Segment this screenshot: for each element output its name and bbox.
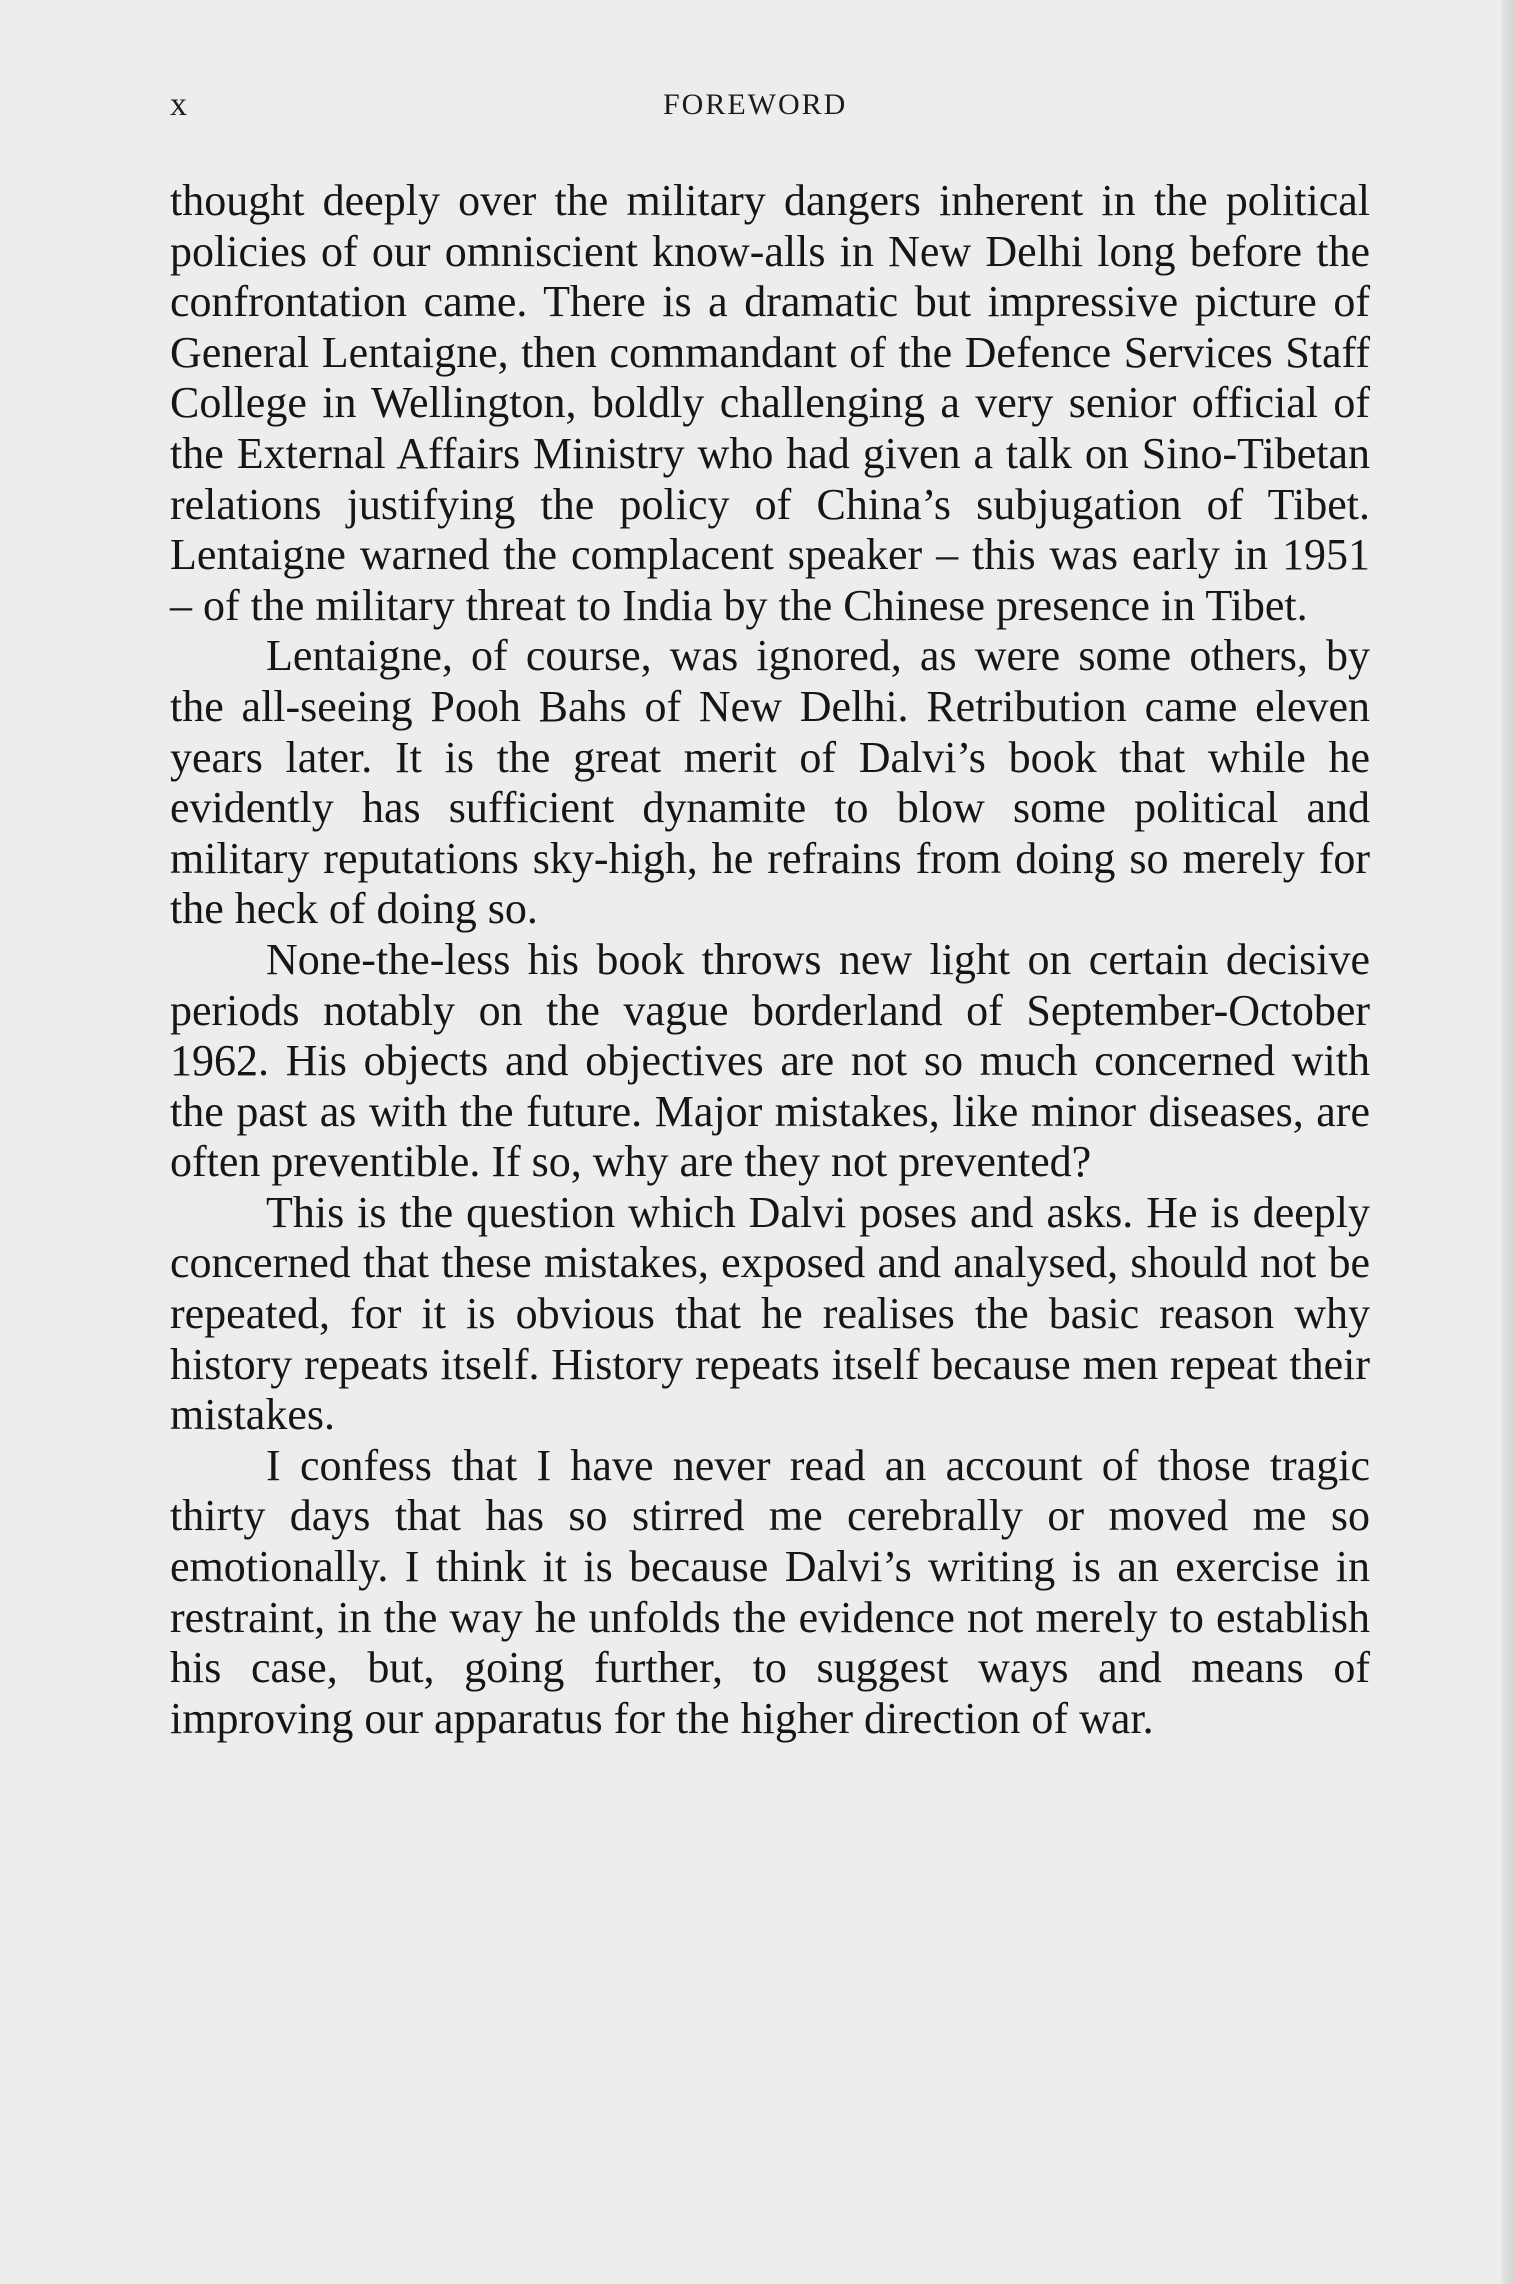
paragraph-lentaigne-ignored: Lentaigne, of course, was ignored, as were some others, by the all-seeing Pooh Bahs of New Delhi. Retribution came eleven years later. It is the great merit of Dalvi’s book that while he evidently has sufficient dynamite to blow some political and military reputations sky-high, he refrains from doing so merely for the heck of doing so. xyxy=(170,631,1370,934)
paragraph-continued: thought deeply over the military dangers inherent in the political policies of our omniscient know-alls in New Delhi long before the confrontation came. There is a dramatic but impressive picture of General Lentaigne, then commandant of the Defence Services Staff College in Wellington, boldly challenging a very senior official of the External Affairs Ministry who had given a talk on Sino-Tibetan relations justifying the policy of China’s subjugation of Tibet. Lentaigne warned the complacent speaker – this was early in 1951 – of the military threat to India by the Chinese presence in Tibet. xyxy=(170,176,1370,630)
foreword-body xyxy=(170,176,1370,1744)
paragraph-confession: I confess that I have never read an account of those tragic thirty days that has so stirred me cerebrally or moved me so emotionally. I think it is because Dalvi’s writing is an exercise in restraint, in the way he unfolds the evidence not merely to establish his case, but, going further, to suggest ways and means of improving our apparatus for the higher direction of war. xyxy=(170,1440,1370,1743)
page-header xyxy=(170,86,1370,130)
running-head: FOREWORD xyxy=(663,88,848,121)
page-edge-shadow xyxy=(1501,0,1515,2284)
page-number: x xyxy=(170,86,188,123)
paragraph-new-light: None-the-less his book throws new light on certain decisive periods notably on the vague borderland of September-October 1962. His objects and objectives are not so much concerned with the past as with the future. Major mistakes, like minor diseases, are often preventible. If so, why are they not prevented? xyxy=(170,934,1370,1187)
paragraph-question: This is the question which Dalvi poses and asks. He is deeply concerned that these mistakes, exposed and analysed, should not be repeated, for it is obvious that he realises the basic reason why history repeats itself. History repeats itself because men repeat their mistakes. xyxy=(170,1187,1370,1440)
